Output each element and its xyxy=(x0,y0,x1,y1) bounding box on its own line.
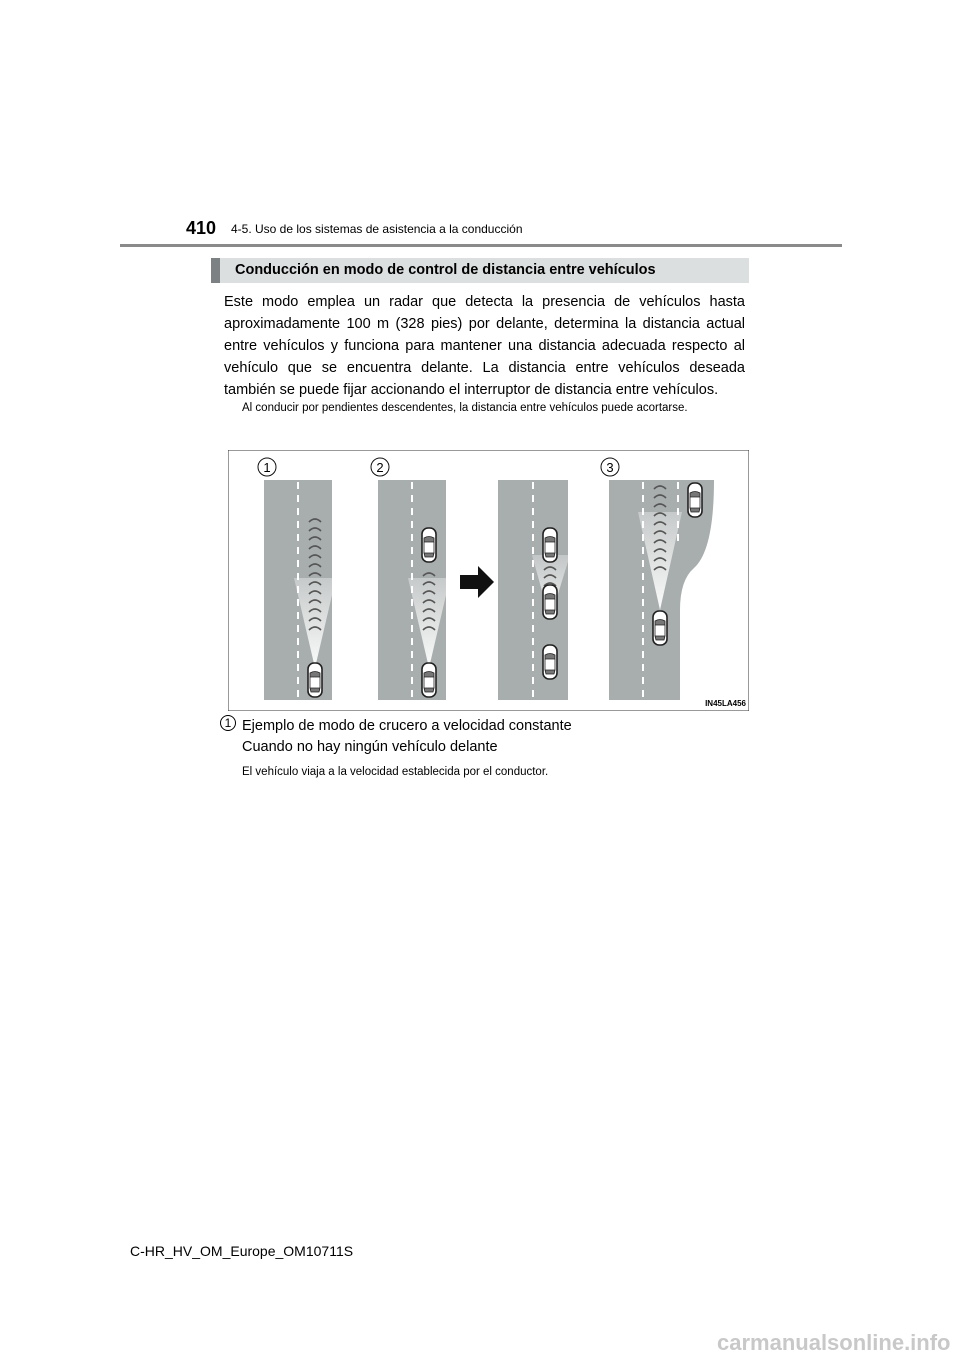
section-heading-bar xyxy=(211,258,749,283)
item-description: El vehículo viaja a la velocidad establecida por el conductor. xyxy=(242,766,549,778)
chapter-title: 4-5. Uso de los sistemas de asistencia a la conducción xyxy=(231,222,523,236)
distance-control-illustration xyxy=(228,450,749,711)
road-panel-3 xyxy=(498,480,570,700)
header-divider xyxy=(120,244,842,247)
road-panel-1 xyxy=(264,480,336,700)
item-number-badge: 1 xyxy=(220,715,236,731)
callout-3 xyxy=(601,458,619,476)
road-panel-2 xyxy=(378,480,450,700)
item-title-line1: Ejemplo de modo de crucero a velocidad constante xyxy=(242,718,572,734)
section-title: Conducción en modo de control de distancia entre vehículos xyxy=(235,262,656,278)
body-paragraph: Este modo emplea un radar que detecta la presencia de vehículos hasta aproximadamente 100 m (328 pies) por delante, determina la distancia actual entre vehículos y funciona para mantener una distancia adecuada respecto al vehículo que se encuentra delante. La distancia entre vehículos deseada también se puede fijar accionando el interruptor de distancia entre vehículos. xyxy=(224,294,745,398)
page-number: 410 xyxy=(186,218,217,238)
section-accent xyxy=(211,258,220,283)
item-title-line2: Cuando no hay ningún vehículo delante xyxy=(242,739,498,755)
callout-number-1: 1 xyxy=(263,460,271,475)
callout-2 xyxy=(371,458,389,476)
callout-1 xyxy=(258,458,276,476)
note-text: Al conducir por pendientes descendentes, la distancia entre vehículos puede acortarse. xyxy=(242,402,688,414)
item-title xyxy=(242,716,572,758)
callout-number-2: 2 xyxy=(376,460,384,475)
callout-number-3: 3 xyxy=(606,460,614,475)
figure-code: IN45LA456 xyxy=(705,699,746,708)
footer-doc-code: C-HR_HV_OM_Europe_OM10711S xyxy=(130,1243,354,1259)
watermark: carmanualsonline.info xyxy=(717,1330,951,1355)
